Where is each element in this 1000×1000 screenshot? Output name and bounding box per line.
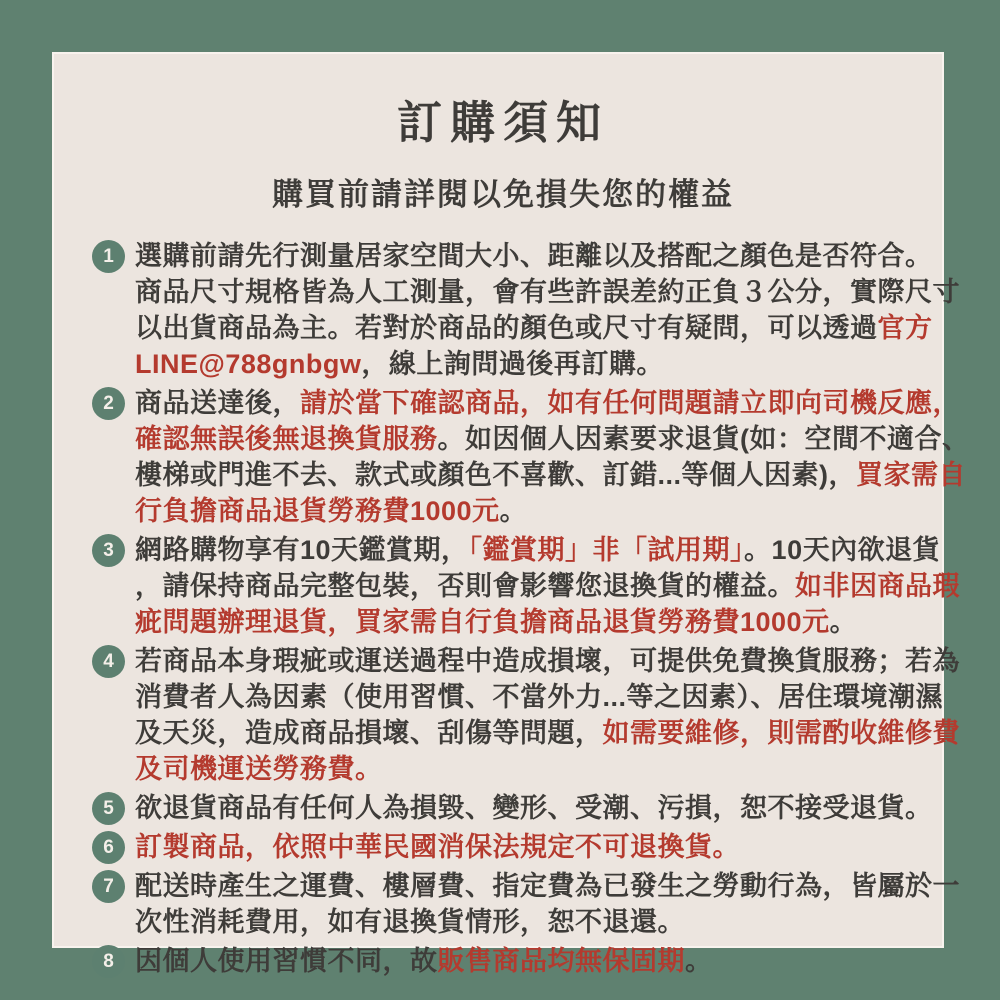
highlight-text: 及司機運送勞務費。 xyxy=(135,754,383,784)
body-text: 商品尺寸規格皆為人工測量，會有些許誤差約正負３公分，實際尺寸 xyxy=(135,277,960,307)
notice-item xyxy=(92,238,960,382)
notice-line xyxy=(135,868,960,904)
notice-panel xyxy=(52,52,970,976)
item-number-badge: 5 xyxy=(92,792,125,825)
notice-line xyxy=(135,238,960,274)
highlight-text: 請於當下確認商品，如有任何問題請立即向司機反應， xyxy=(300,388,960,418)
highlight-text: 買家需自 xyxy=(856,460,966,490)
body-text: 商品送達後， xyxy=(135,388,300,418)
notice-line xyxy=(135,568,960,604)
notice-item-text xyxy=(135,385,970,529)
item-number-badge: 6 xyxy=(92,831,125,864)
highlight-text: 如需要維修，則需酌收維修費 xyxy=(602,718,960,748)
notice-item-text xyxy=(135,238,960,382)
body-text: 選購前請先行測量居家空間大小、距離以及搭配之顏色是否符合。 xyxy=(135,241,933,271)
item-number-badge: 4 xyxy=(92,645,125,678)
notice-line xyxy=(135,457,970,493)
body-text: 及天災，造成商品損壞、刮傷等問題， xyxy=(135,718,603,748)
notice-line xyxy=(135,715,960,751)
body-text: 欲退貨商品有任何人為損毀、變形、受潮、污損，恕不接受退貨。 xyxy=(135,793,933,823)
body-text: 以出貨商品為主。若對於商品的顏色或尺寸有疑問，可以透過 xyxy=(135,313,878,343)
notice-list xyxy=(92,238,970,979)
notice-line xyxy=(135,385,970,421)
notice-line xyxy=(135,790,933,826)
notice-item-text xyxy=(135,829,740,865)
body-text: 因個人使用習慣不同，故 xyxy=(135,946,438,976)
notice-line xyxy=(135,904,960,940)
body-text: ，線上詢問過後再訂購。 xyxy=(361,349,664,379)
highlight-text: 官方 xyxy=(877,313,933,343)
notice-item xyxy=(92,868,960,940)
notice-item-text xyxy=(135,532,960,640)
notice-line xyxy=(135,943,713,979)
notice-line xyxy=(135,346,960,382)
notice-line xyxy=(135,829,740,865)
notice-item xyxy=(92,943,914,979)
body-text: 。 xyxy=(685,946,713,976)
body-text: 。如因個人因素要求退貨(如：空間不適合、 xyxy=(437,424,970,454)
notice-line xyxy=(135,274,960,310)
notice-item-text xyxy=(135,943,713,979)
notice-line xyxy=(135,532,960,568)
highlight-text: 「鑑賞期」非「試用期」 xyxy=(468,535,745,565)
notice-line xyxy=(135,421,970,457)
notice-line xyxy=(135,310,960,346)
highlight-text: 訂製商品，依照中華民國消保法規定不可退換貨。 xyxy=(135,832,740,862)
body-text: 。10天內欲退貨 xyxy=(744,535,941,565)
body-text: 。 xyxy=(499,496,528,526)
item-number-badge: 8 xyxy=(92,945,125,978)
body-text: ，請保持商品完整包裝，否則會影響您退換貨的權益。 xyxy=(135,571,795,601)
notice-item xyxy=(92,790,933,826)
highlight-text: 如非因商品瑕 xyxy=(795,571,960,601)
item-number-badge: 2 xyxy=(92,387,125,420)
item-number-badge: 1 xyxy=(92,240,125,273)
body-text: 消費者人為因素（使用習慣、不當外力...等之因素）、居住環境潮濕 xyxy=(135,682,944,712)
body-text: 次性消耗費用，如有退換貨情形，恕不退還。 xyxy=(135,907,685,937)
page-subtitle: 購買前請詳閱以免損失您的權益 xyxy=(272,177,734,212)
notice-item xyxy=(92,829,914,865)
notice-item xyxy=(92,532,960,640)
page-title: 訂購須知 xyxy=(396,97,609,148)
body-text: 配送時產生之運費、樓層費、指定費為已發生之勞動行為，皆屬於一 xyxy=(135,871,960,901)
notice-item-text xyxy=(135,790,933,826)
highlight-text: 行負擔商品退貨勞務費1000元 xyxy=(135,496,500,526)
notice-line xyxy=(135,604,960,640)
body-text: 若商品本身瑕疵或運送過程中造成損壞，可提供免費換貨服務；若為 xyxy=(135,646,960,676)
notice-item xyxy=(92,643,960,787)
body-text: 。 xyxy=(829,607,858,637)
item-number-badge: 7 xyxy=(92,870,125,903)
highlight-text: 疵問題辦理退貨，買家需自行負擔商品退貨勞務費1000元 xyxy=(135,607,830,637)
notice-line xyxy=(135,643,960,679)
notice-line xyxy=(135,679,960,715)
highlight-text: 販售商品均無保固期 xyxy=(437,946,685,976)
notice-item-text xyxy=(135,868,960,940)
notice-item-text xyxy=(135,643,960,787)
highlight-text: LINE@788gnbgw xyxy=(135,349,362,379)
item-number-badge: 3 xyxy=(92,534,125,567)
notice-item xyxy=(92,385,970,529)
highlight-text: 確認無誤後無退換貨服務 xyxy=(135,424,438,454)
body-text: 網路購物享有10天鑑賞期， xyxy=(135,535,469,565)
body-text: 樓梯或門進不去、款式或顏色不喜歡、訂錯...等個人因素)， xyxy=(135,460,856,490)
notice-line xyxy=(135,751,960,787)
notice-line xyxy=(135,493,970,529)
